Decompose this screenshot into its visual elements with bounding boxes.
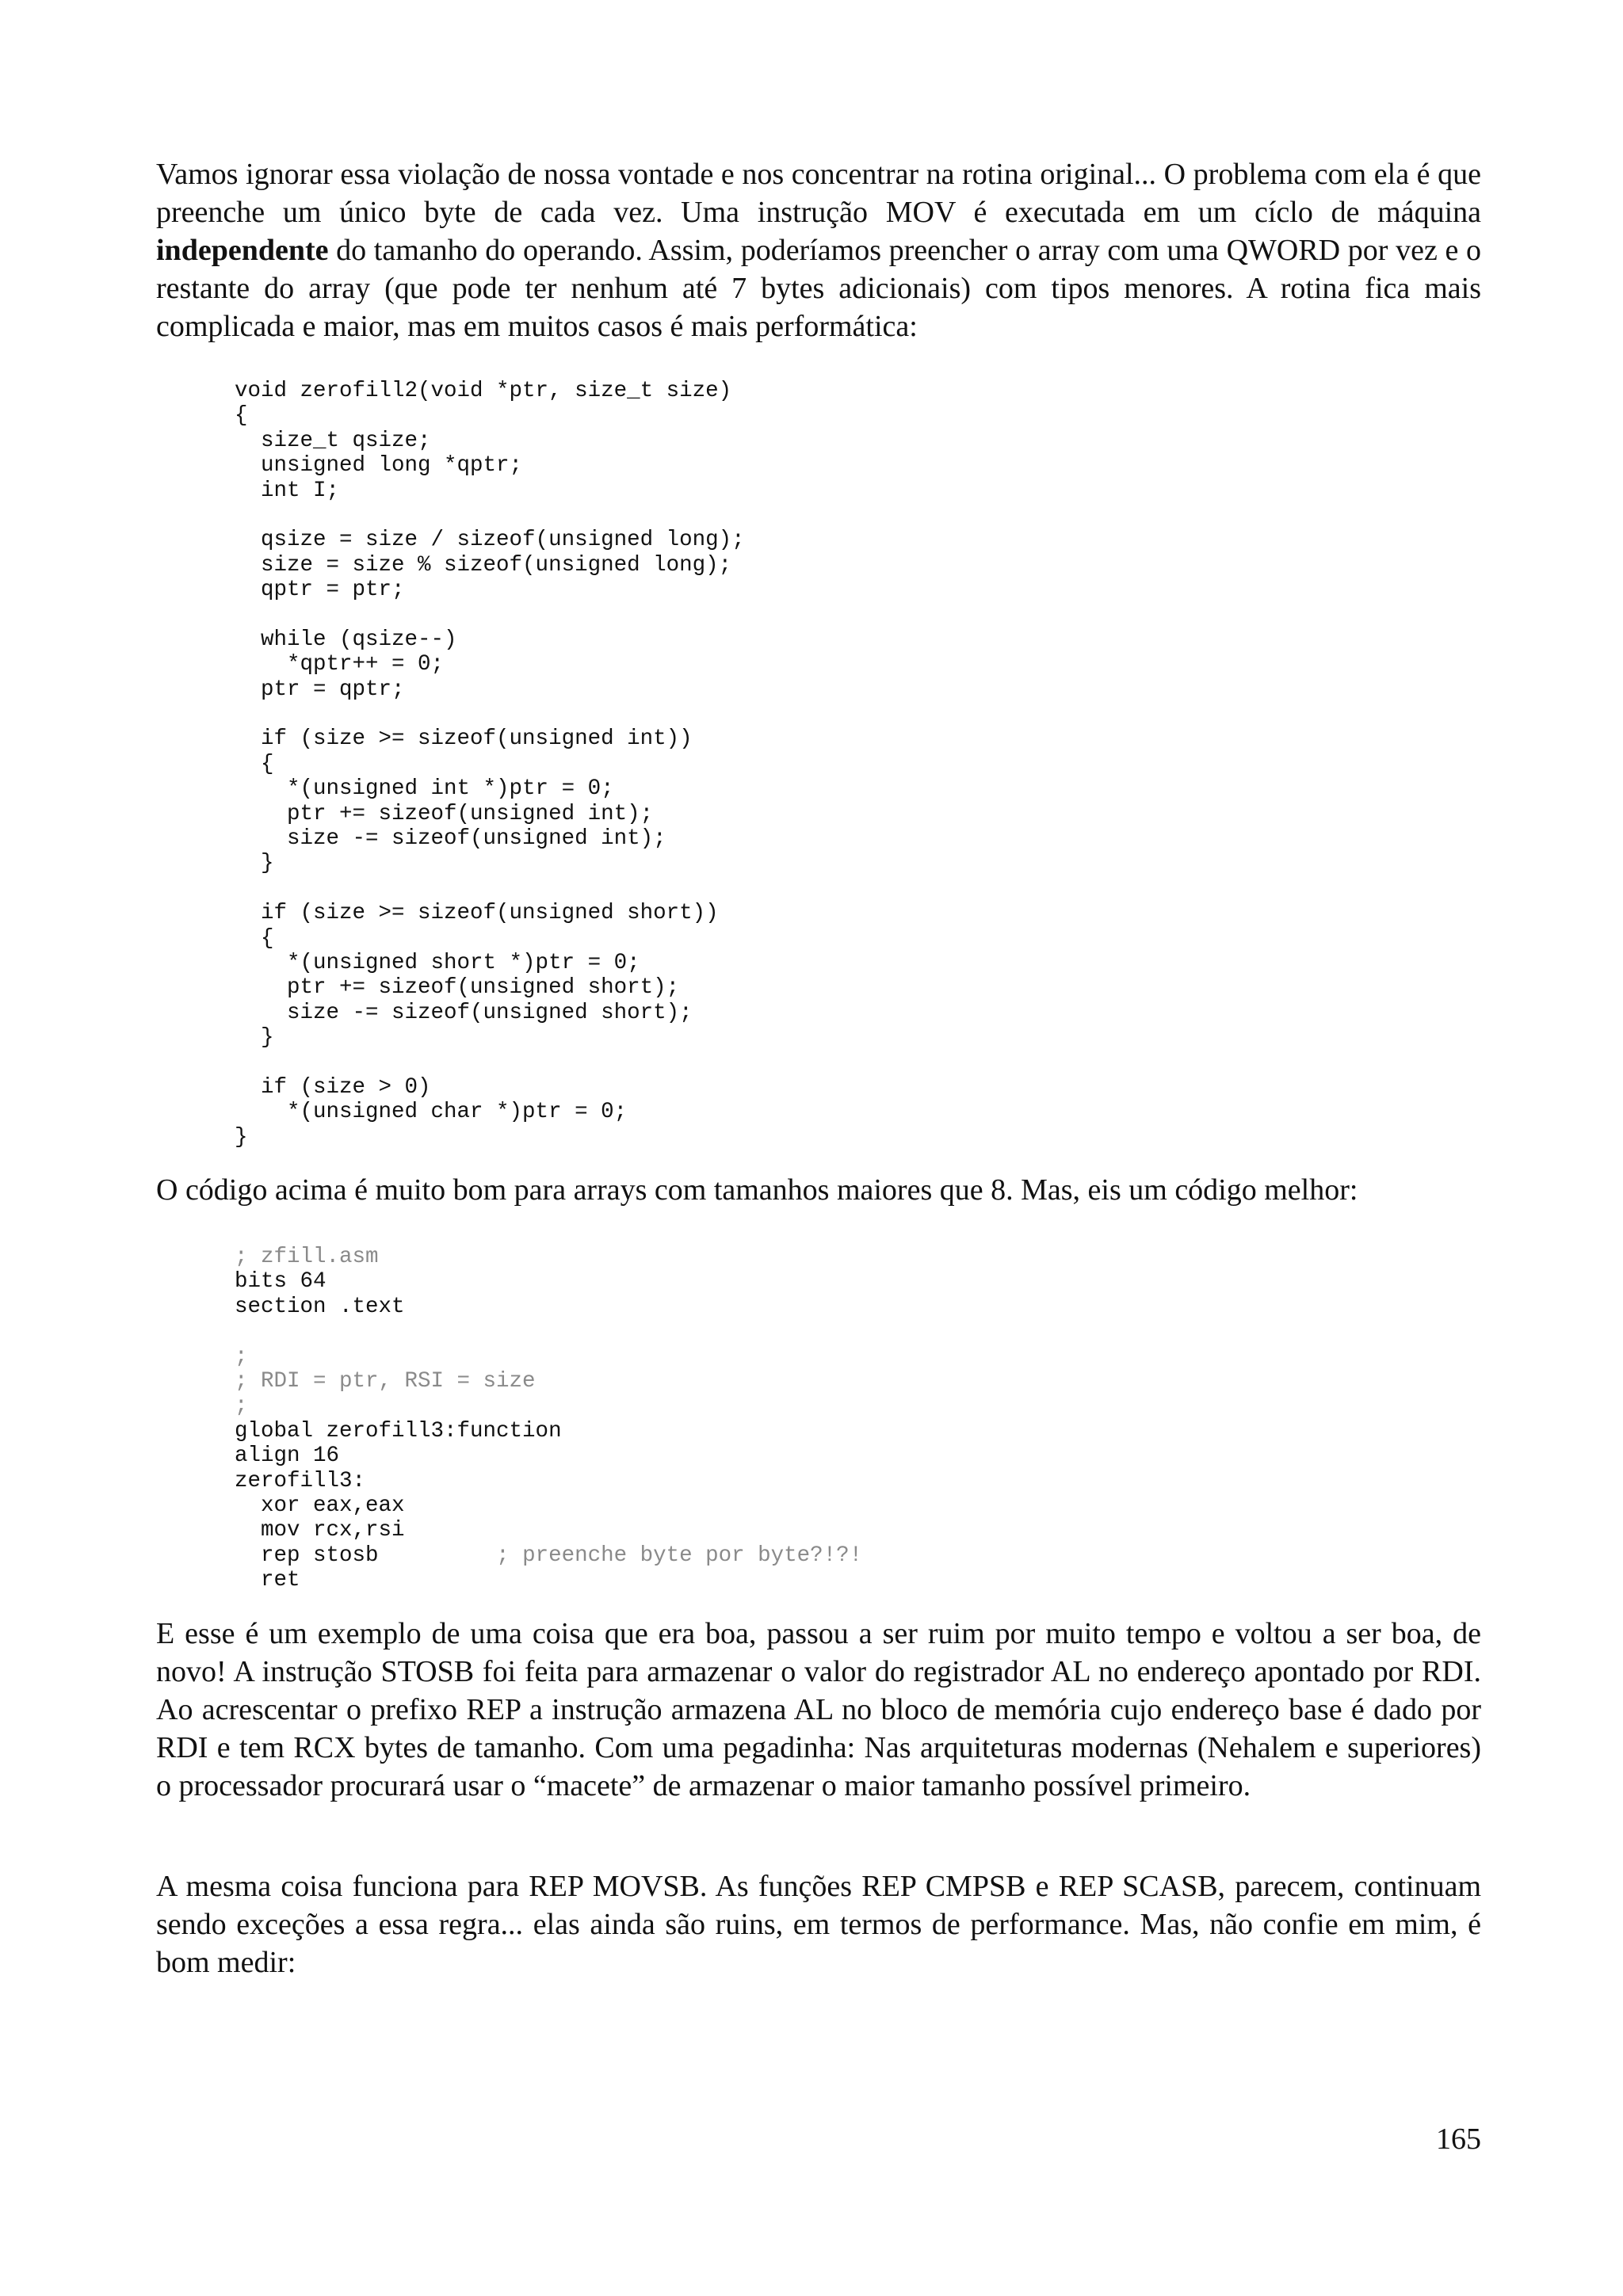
paragraph-code-comment: O código acima é muito bom para arrays com tamanhos maiores que 8. Mas, eis um código melhor: <box>156 1173 1358 1207</box>
code-line <box>235 702 745 727</box>
page-number: 165 <box>1436 2122 1481 2156</box>
code-line <box>235 1518 862 1543</box>
code-line: } <box>235 1124 248 1150</box>
code-block-zfill-asm <box>235 1245 862 1592</box>
code-line: size -= sizeof(unsigned int); <box>235 826 666 852</box>
code-line: if (size > 0) <box>235 1074 431 1100</box>
bold-independente: independente <box>156 234 329 267</box>
code-line: size = size % sizeof(unsigned long); <box>235 552 732 578</box>
code-line <box>235 1469 862 1493</box>
code-line <box>235 503 745 528</box>
code-text: zerofill3: <box>235 1468 366 1493</box>
paragraph-stosb-explanation: E esse é um exemplo de uma coisa que era boa, passou a ser ruim por muito tempo e voltou a ser boa, de novo! A instrução STOSB foi feita para armazenar o valor do registrador AL no endereço apontado por RDI. Ao acrescentar o prefixo REP a instrução armazena AL no bloco de memória cujo endereço base é dado por RDI e tem RCX bytes de tamanho. Com uma pegadinha: Nas arquiteturas modernas (Nehalem e superiores) o processador procurará usar o “macete” de armazenar o maior tamanho possível primeiro. <box>156 1617 1481 1802</box>
code-text: section .text <box>235 1294 405 1319</box>
paragraph-intro-part2: do tamanho do operando. Assim, poderíamos preencher o array com uma QWORD por vez e o restante do array (que pode ter nenhum até 7 bytes adicionais) com tipos menores. A rotina fica mais complicada e maior, mas em muitos casos é mais performática: <box>156 234 1481 343</box>
code-text: rep stosb <box>235 1543 497 1568</box>
code-comment: ; RDI = ptr, RSI = size <box>235 1368 536 1394</box>
code-line: *(unsigned short *)ptr = 0; <box>235 950 640 975</box>
code-line: ptr += sizeof(unsigned short); <box>235 975 680 1001</box>
paragraph-intro-part1: Vamos ignorar essa violação de nossa vontade e nos concentrar na rotina original... O problema com ela é que preenche um único byte de cada vez. Uma instrução MOV é executada em um cíclo de máquina <box>156 158 1481 229</box>
code-line: int I; <box>235 478 340 503</box>
code-line: *(unsigned char *)ptr = 0; <box>235 1100 628 1125</box>
code-text: bits 64 <box>235 1269 327 1295</box>
code-line <box>235 1543 862 1568</box>
code-line <box>235 1493 862 1518</box>
code-text: align 16 <box>235 1444 340 1469</box>
code-line <box>235 1295 862 1319</box>
code-line <box>235 1051 745 1075</box>
document-page <box>156 0 1481 2296</box>
code-comment: ; preenche byte por byte?!?! <box>496 1543 863 1568</box>
code-line: { <box>235 925 274 951</box>
code-line: size_t qsize; <box>235 428 431 453</box>
code-line: void zerofill2(void *ptr, size_t size) <box>235 379 732 403</box>
paragraph-intro <box>156 155 1481 345</box>
code-line <box>235 1444 862 1468</box>
code-block-zerofill2 <box>235 379 745 1150</box>
code-line: if (size >= sizeof(unsigned int)) <box>235 727 693 752</box>
code-line: ptr += sizeof(unsigned int); <box>235 801 654 826</box>
code-line: qsize = size / sizeof(unsigned long); <box>235 528 745 553</box>
paragraph-movsb-note: A mesma coisa funciona para REP MOVSB. As funções REP CMPSB e REP SCASB, parecem, continuam sendo exceções a essa regra... elas ainda são ruins, em termos de performance. Mas, não confie em mim, é bom medir: <box>156 1870 1481 1979</box>
code-line <box>235 1319 862 1344</box>
code-line: *(unsigned int *)ptr = 0; <box>235 776 614 802</box>
code-line: ptr = qptr; <box>235 677 405 702</box>
code-line: } <box>235 1025 274 1051</box>
code-text: ret <box>235 1568 300 1593</box>
code-line: if (size >= sizeof(unsigned short)) <box>235 901 719 926</box>
code-text: mov rcx,rsi <box>235 1518 405 1543</box>
code-line: qptr = ptr; <box>235 578 405 603</box>
code-line <box>235 876 745 901</box>
code-line: while (qsize--) <box>235 627 457 652</box>
code-line <box>235 1394 862 1418</box>
code-comment: ; zfill.asm <box>235 1245 379 1269</box>
code-line: { <box>235 751 274 776</box>
code-line <box>235 1344 862 1369</box>
code-line: { <box>235 403 248 429</box>
code-line: size -= sizeof(unsigned short); <box>235 1000 693 1025</box>
code-comment: ; <box>235 1394 248 1419</box>
code-text: global zerofill3:function <box>235 1418 562 1444</box>
code-line <box>235 1369 862 1394</box>
code-line: unsigned long *qptr; <box>235 453 523 479</box>
code-line <box>235 1269 862 1294</box>
code-line <box>235 1245 862 1269</box>
code-line <box>235 1568 862 1592</box>
code-line: } <box>235 851 274 876</box>
code-line <box>235 1419 862 1444</box>
code-line <box>235 603 745 627</box>
code-line: *qptr++ = 0; <box>235 652 445 677</box>
code-text: xor eax,eax <box>235 1493 405 1518</box>
code-comment: ; <box>235 1344 248 1369</box>
